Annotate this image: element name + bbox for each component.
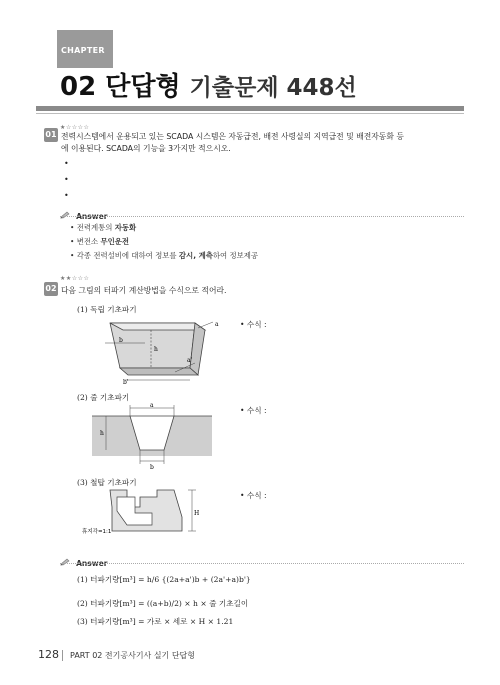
label-a: a xyxy=(150,402,154,409)
footer-separator xyxy=(62,650,63,661)
label-b-prime: b' xyxy=(123,379,129,386)
question-text-line: 전력시스템에서 운용되고 있는 SCADA 시스템은 자동급전, 배전 사령실의 지역급전 및 배전자동화 등 xyxy=(61,132,404,141)
tower-footing-figure xyxy=(82,487,212,543)
header-rule xyxy=(36,106,464,111)
answer-formula-3: (3) 터파기량[m³] = 가로 × 세로 × H × 1.21 xyxy=(77,617,234,626)
blank-bullet: • xyxy=(64,191,69,200)
subquestion-label: (3) 철탑 기초파기 xyxy=(77,478,137,487)
answer-divider xyxy=(60,216,464,217)
independent-footing-figure xyxy=(95,318,230,386)
pencil-icon xyxy=(60,211,71,219)
formula-blank: • 수식 : xyxy=(240,320,267,329)
header-rule-thin xyxy=(36,113,464,114)
formula-blank: • 수식 : xyxy=(240,491,267,500)
title-sub: 기출문제 448선 xyxy=(189,75,357,101)
label-a-prime: a' xyxy=(187,357,193,364)
label-b: b xyxy=(119,337,123,344)
label-b: b xyxy=(150,464,154,470)
pencil-icon xyxy=(60,558,71,566)
answer-header xyxy=(60,551,107,570)
chapter-number: 02 xyxy=(60,72,97,102)
difficulty-stars: ★☆☆☆☆ xyxy=(60,124,90,131)
blank-bullet: • xyxy=(64,175,69,184)
page-title xyxy=(60,66,357,103)
answer-divider xyxy=(60,563,464,564)
question-number-badge: 01 xyxy=(44,128,58,142)
subquestion-label: (2) 줄 기초파기 xyxy=(77,393,130,402)
label-slope: 휴지각=1:1 xyxy=(82,529,112,535)
footer-title: PART 02 전기공사기사 실기 단답형 xyxy=(70,651,196,660)
formula-blank: • 수식 : xyxy=(240,406,267,415)
chapter-label: CHAPTER xyxy=(61,46,105,55)
question-text xyxy=(61,131,404,155)
question-number-badge: 02 xyxy=(44,282,58,296)
label-h: h xyxy=(154,346,158,353)
answer-header xyxy=(60,204,107,223)
title-main: 단답형 xyxy=(105,72,181,102)
strip-footing-figure xyxy=(92,402,212,470)
difficulty-stars: ★★☆☆☆ xyxy=(60,275,90,282)
answer-item: • 변전소 무인운전 xyxy=(70,237,130,246)
label-a: a xyxy=(215,321,219,328)
answer-label: Answer xyxy=(76,212,108,221)
answer-item: • 전력계통의 자동화 xyxy=(70,223,137,232)
answer-list xyxy=(70,222,258,261)
answer-item: • 각종 전력설비에 대하여 정보를 감시, 계측하여 정보제공 xyxy=(70,251,259,260)
answer-label: Answer xyxy=(76,559,108,568)
subquestion-label: (1) 독립 기초파기 xyxy=(77,305,137,314)
label-h: h xyxy=(100,430,104,437)
answer-formula-1: (1) 터파기량[m³] = h/6 {(2a+a')b + (2a'+a)b'} xyxy=(77,575,251,584)
question-text: 다음 그림의 터파기 계산방법을 수식으로 적어라. xyxy=(61,286,227,295)
page-number: 128 xyxy=(38,648,59,661)
question-text-line: 에 이용된다. SCADA의 기능을 3가지만 적으시오. xyxy=(61,144,231,153)
answer-formula-2: (2) 터파기량[m³] = ((a+b)/2) × h × 줄 기초길이 xyxy=(77,599,249,608)
label-H: H xyxy=(194,510,200,517)
blank-bullet: • xyxy=(64,159,69,168)
